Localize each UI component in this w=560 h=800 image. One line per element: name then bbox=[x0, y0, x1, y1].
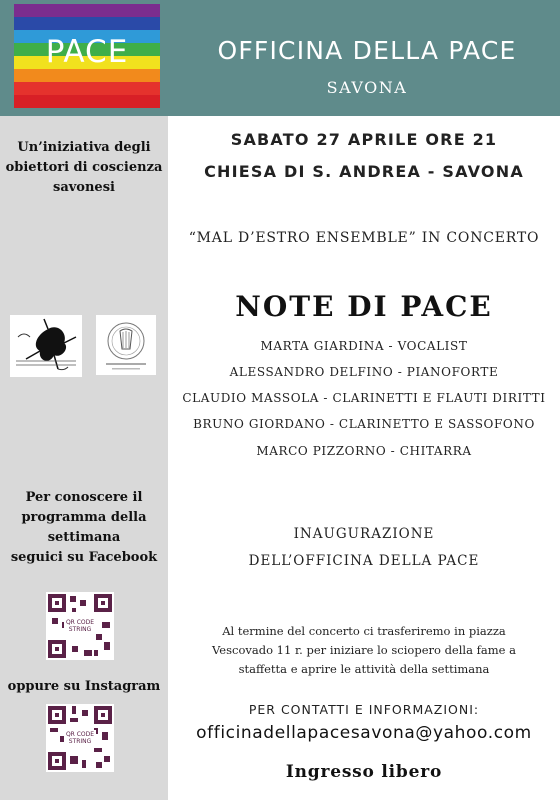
event-place: CHIESA DI S. ANDREA - SAVONA bbox=[204, 162, 524, 181]
header-banner bbox=[0, 0, 560, 116]
instagram-text: oppure su Instagram bbox=[7, 679, 161, 694]
performer: MARTA GIARDINA - VOCALIST bbox=[260, 339, 468, 353]
facebook-qr-label: QR CODE STRING bbox=[65, 619, 95, 633]
facebook-line-1: Per conoscere il bbox=[25, 490, 143, 505]
inauguration-line-1: INAUGURAZIONE bbox=[293, 526, 435, 542]
performer: BRUNO GIORDANO - CLARINETTO E SASSOFONO bbox=[193, 417, 535, 431]
instagram-qr-label: QR CODE STRING bbox=[65, 731, 95, 745]
intro-line-3: savonesi bbox=[53, 180, 115, 195]
ensemble-logo bbox=[10, 315, 82, 377]
concert-line: “MAL D’ESTRO ENSEMBLE” IN CONCERTO bbox=[188, 230, 540, 246]
intro-line-1: Un’iniziativa degli bbox=[17, 140, 151, 155]
contact-email[interactable]: officinadellapacesavona@yahoo.com bbox=[196, 723, 532, 743]
intro-line-2: obiettori di coscienza bbox=[5, 160, 163, 175]
performer: CLAUDIO MASSOLA - CLARINETTI E FLAUTI DIRITTI bbox=[182, 391, 546, 405]
instagram-qr-code[interactable] bbox=[46, 704, 114, 772]
facebook-line-3: settimana bbox=[47, 530, 121, 545]
performer: ALESSANDRO DELFINO - PIANOFORTE bbox=[229, 365, 499, 379]
performer: MARCO PIZZORNO - CHITARRA bbox=[256, 444, 472, 458]
facebook-line-2: programma della bbox=[21, 510, 147, 525]
facebook-line-4: seguici su Facebook bbox=[10, 550, 158, 565]
note-line-3: staffetta e aprire le attività della settimana bbox=[238, 662, 490, 676]
event-date: SABATO 27 APRILE ORE 21 bbox=[230, 130, 498, 149]
note-line-1: Al termine del concerto ci trasferiremo in piazza bbox=[222, 624, 506, 638]
school-logo bbox=[96, 315, 156, 375]
entry-info: Ingresso libero bbox=[285, 762, 443, 782]
peace-flag-logo bbox=[14, 4, 160, 108]
facebook-qr-code[interactable] bbox=[46, 592, 114, 660]
page-subtitle: SAVONA bbox=[326, 78, 408, 97]
contact-label: PER CONTATTI E INFORMAZIONI: bbox=[248, 702, 480, 717]
flag-word: PACE bbox=[45, 34, 129, 70]
headline: NOTE DI PACE bbox=[235, 290, 493, 323]
inauguration-line-2: DELL’OFFICINA DELLA PACE bbox=[248, 553, 480, 569]
sidebar bbox=[0, 116, 168, 800]
note-line-2: Vescovado 11 r. per iniziare lo sciopero della fame a bbox=[212, 643, 516, 657]
facebook-text bbox=[0, 488, 168, 568]
page-title: OFFICINA DELLA PACE bbox=[217, 36, 517, 65]
intro-text bbox=[0, 138, 168, 198]
note-paragraph bbox=[168, 622, 560, 679]
